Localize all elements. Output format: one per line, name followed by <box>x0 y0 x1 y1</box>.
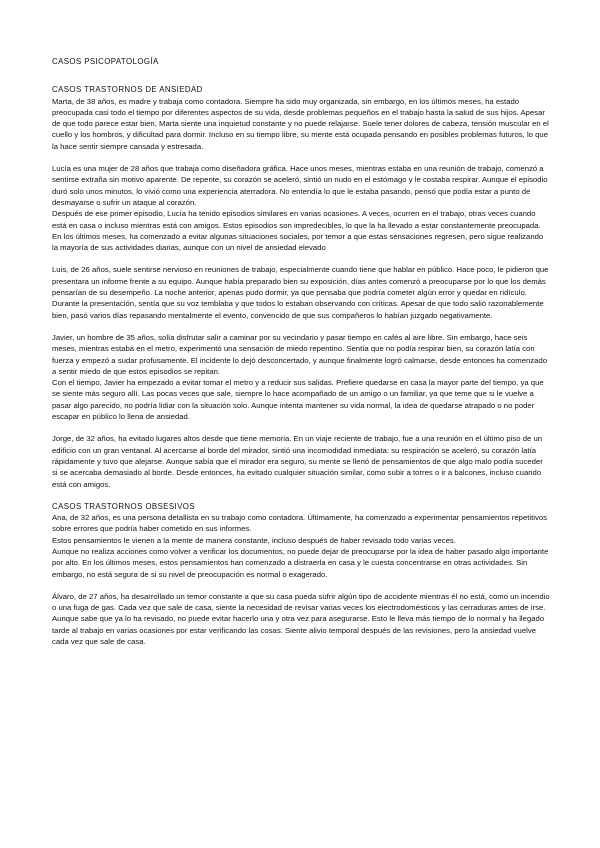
case-paragraph: Javier, un hombre de 35 años, solía disfrutar salir a caminar por su vecindario y pasar tiempo en cafés al aire libre. Sin embargo, hace seis meses, mientras estaba en el metro, experimentó una sensación de miedo repentino. Sentía que no podía respirar bien, su corazón latía con fuerza y empezó a sudar profusamente. El incidente lo dejó desconcertado, y aunque finalmente logró calmarse, desde entonces ha comenzado a sentir miedo de que estos episodios se repitan. <box>52 332 548 376</box>
paragraph-gap <box>52 152 550 163</box>
case-paragraph: Estos pensamientos le vienen a la mente de manera constante, incluso después de haber revisado todo varias veces. <box>52 535 456 545</box>
paragraph-gap <box>52 580 550 591</box>
case-paragraph: Ana, de 32 años, es una persona detallista en su trabajo como contadora. Últimamente, ha comenzado a experimentar pensamientos repetitivos sobre errores que podría haber cometido en sus informes. <box>52 513 548 534</box>
case-paragraph: Lucía es una mujer de 28 años que trabaja como diseñadora gráfica. Hace unos meses, mientras estaba en una reunión de trabajo, comenzó a sentirse extraña sin motivo aparente. De repente, su corazón se aceleró, sintió un nudo en el estómago y le costaba respirar. Aunque el episodio duró solo unos minutos, lo vivió como una experiencia aterradora. No entendía lo que le estaba pasando, pensó que podía estar a punto de desmayarse o sufrir un ataque al corazón. <box>52 164 548 207</box>
paragraph-gap <box>52 490 550 501</box>
case-paragraph: Aunque no realiza acciones como volver a verificar los documentos, no puede dejar de preocuparse por la idea de haber pasado algo importante por alto. En los últimos meses, estos pensamientos han comenzado a distraerla en casa y le cuesta concentrarse en otras actividades. Sin embargo, no está segura de si su nivel de preocupación es normal o exagerado. <box>52 546 549 579</box>
case-alvaro <box>52 591 550 647</box>
document-title: CASOS PSICOPATOLOGÍA <box>52 57 159 66</box>
case-ana <box>52 512 550 580</box>
case-lucia <box>52 163 550 253</box>
paragraph-gap <box>52 321 550 332</box>
case-paragraph: Con el tiempo, Javier ha empezado a evitar tomar el metro y a reducir sus salidas. Prefiere quedarse en casa la mayor parte del tiempo, ya que se siente más seguro allí. Las pocas veces que sale, siempre lo hace acompañado de un amigo o un familiar, ya que teme que si le vuelve a pasar algo parecido, no podría lidiar con la situación solo. Aunque intenta mantener su vida normal, la idea de quedarse atrapado o no poder escapar en público lo llena de ansiedad. <box>52 378 544 422</box>
section-anxiety <box>52 84 550 501</box>
case-paragraph: Jorge, de 32 años, ha evitado lugares altos desde que tiene memoria. En un viaje reciente de trabajo, fue a una reunión en el último piso de un edificio con un gran ventanal. Al acercarse al borde del mirador, sintió una incomodidad inmediata: su respiración se aceleró, su corazón latía rápidamente y tuvo que alejarse. Aunque sabía que el mirador era seguro, su mente se llenó de pensamientos de que algo malo podía suceder si se acercaba demasiado al borde. Desde entonces, ha evitado cualquier situación similar, como subir a torres o ir a balcones, incluso cuando está con amigos. <box>52 434 543 489</box>
case-marta <box>52 96 550 152</box>
section-heading: CASOS TRASTORNOS OBSESIVOS <box>52 501 195 511</box>
section-obsessive <box>52 501 550 648</box>
case-paragraph: Álvaro, de 27 años, ha desarrollado un temor constante a que su casa pueda sufrir algún tipo de accidente mientras él no está, como un incendio o una fuga de gas. Cada vez que sale de casa, siente la necesidad de revisar varias veces los electrodomésticos y las cerraduras antes de irse. Aunque sabe que ya lo ha revisado, no puede evitar hacerlo una y otra vez para asegurarse. Esto le lleva más tiempo de lo normal y ha llegado tarde al trabajo en varias ocasiones por estar verificando las cosas. Siente alivio temporal después de las revisiones, pero la ansiedad vuelve cada vez que sale de casa. <box>52 591 550 647</box>
case-paragraph: En los últimos meses, ha comenzado a evitar algunas situaciones sociales, por temor a que estas sensaciones regresen, pero sigue realizando la mayoría de sus actividades diarias, aunque con un nivel de ansiedad elevado <box>52 231 544 253</box>
case-javier <box>52 332 550 422</box>
paragraph-gap <box>52 422 550 433</box>
paragraph-gap <box>52 253 550 264</box>
case-paragraph: Después de ese primer episodio, Lucía ha tenido episodios similares en varias ocasiones. A veces, ocurren en el trabajo, otras veces cuando está en casa o incluso mientras está con amigos. Estos episodios son impredecibles, lo que la ha llevado a estar constantemente preocupada. <box>52 209 541 230</box>
case-luis <box>52 264 550 320</box>
section-heading: CASOS TRASTORNOS DE ANSIEDAD <box>52 85 203 95</box>
case-paragraph: Marta, de 38 años, es madre y trabaja como contadora. Siempre ha sido muy organizada, sin embargo, en los últimos meses, ha estado preocupada casi todo el tiempo por diferentes aspectos de su vida, desde problemas pequeños en el trabajo hasta la salud de sus hijos. Apesar de que todo parece estar bien, Marta siente una inquietud constante y no puede relajarse. Suele tener dolores de cabeza, tensión muscular en el cuello y los hombros, y dificultad para dormir. Incluso en su tiempo libre, su mente está ocupada pensando en posibles problemas futuros, lo que la hace sentir siempre cansada y estresada. <box>52 96 549 151</box>
case-paragraph: Luis, de 26 años, suele sentirse nervioso en reuniones de trabajo, especialmente cuando tiene que hablar en público. Hace poco, le pidieron que presentara un informe frente a su equipo. Aunque había preparado bien su exposición, días antes comenzó a preocuparse por lo que los demás pensarían de su desempeño. La noche anterior, apenas pudo dormir, ya que pensaba que podría cometer algún error y quedar en ridículo. Durante la presentación, sentía que su voz temblaba y que todos lo estaban observando con críticas. Apesar de que todo salió razonablemente bien, pasó varios días repasando mentalmente el evento, convencido de que sus compañeros lo habían juzgado negativamente. <box>52 265 549 320</box>
case-jorge <box>52 433 550 489</box>
